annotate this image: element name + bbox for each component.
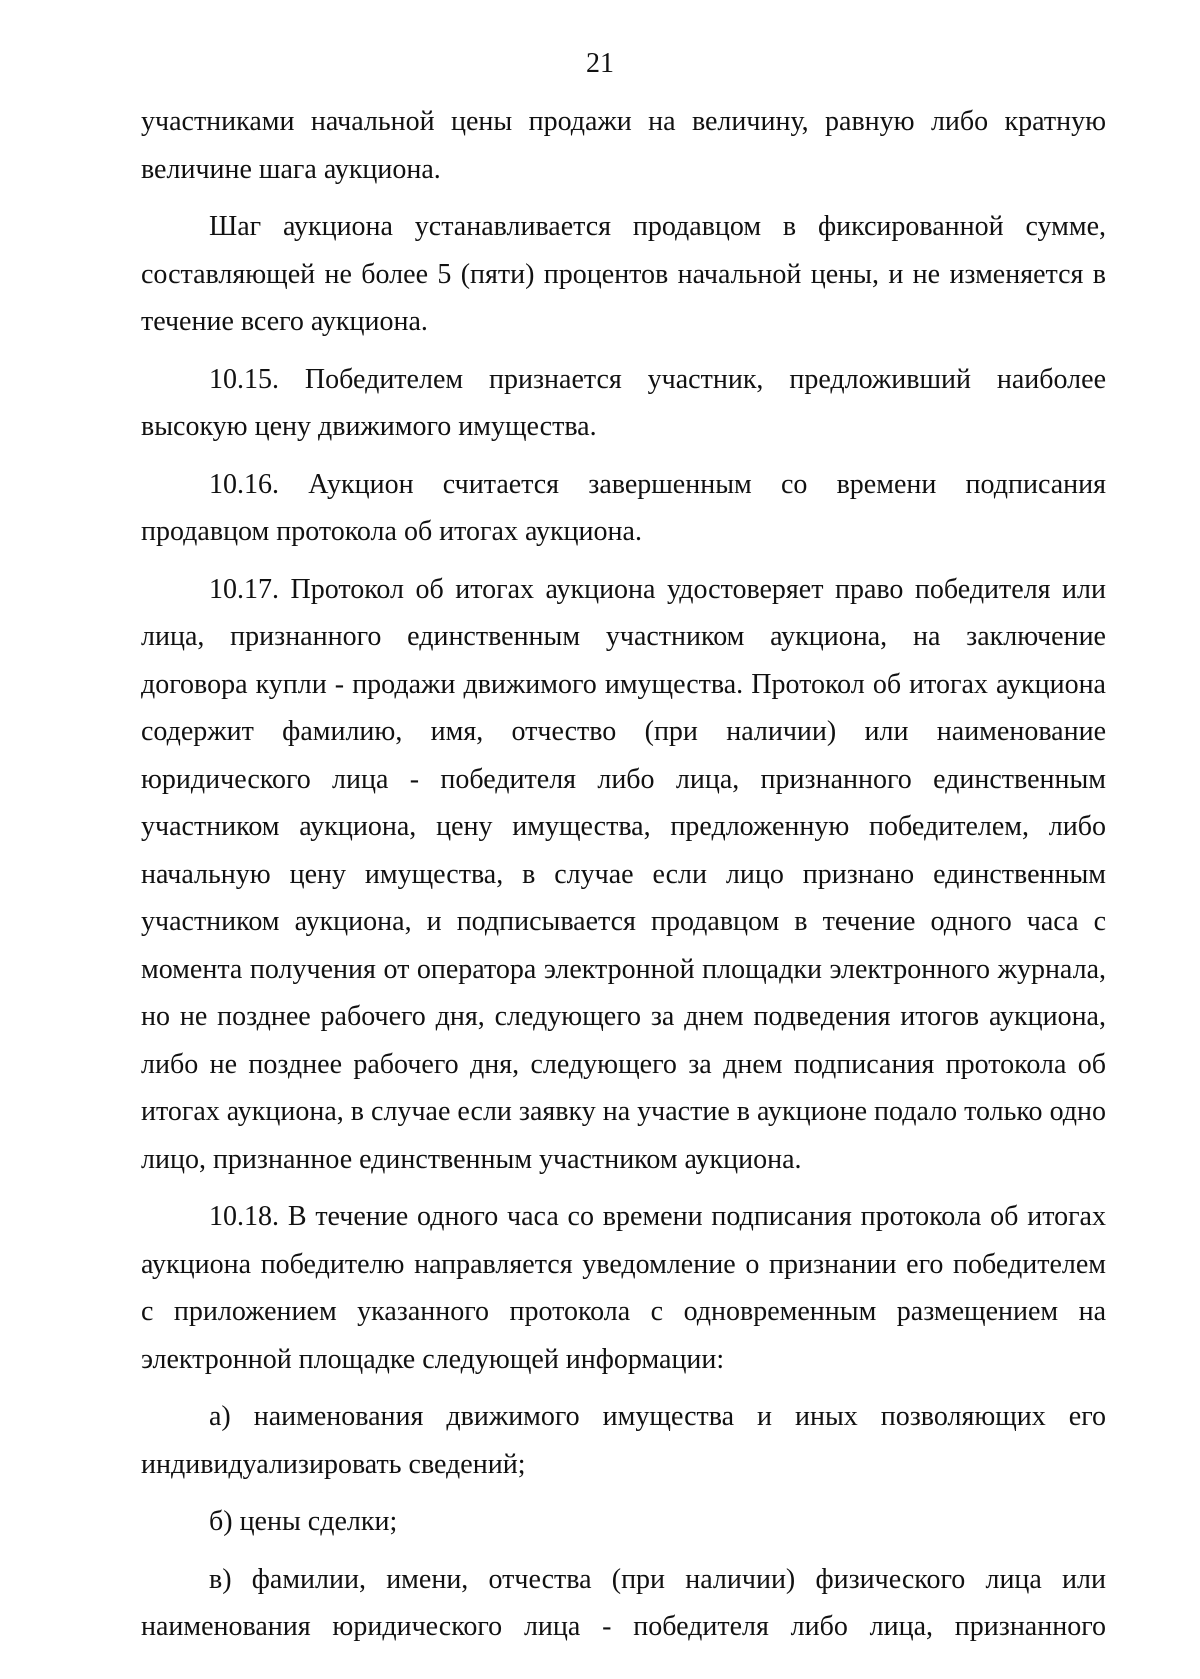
list-item-v: в) фамилии, имени, отчества (при наличии) физического лица или наименования юридического лица - победителя либо лица, признанного xyxy=(141,1563,1106,1642)
paragraph-10-16: 10.16. Аукцион считается завершенным со времени подписания продавцом протокола об итогах аукциона. xyxy=(141,468,1106,547)
list-item-a: а) наименования движимого имущества и иных позволяющих его индивидуализировать сведений; xyxy=(141,1401,1106,1480)
document-body xyxy=(141,98,1106,1651)
paragraph-10-15: 10.15. Победителем признается участник, предложивший наиболее высокую цену движимого имущества. xyxy=(141,363,1106,442)
page-number: 21 xyxy=(586,48,614,79)
paragraph-10-17: 10.17. Протокол об итогах аукциона удостоверяет право победителя или лица, признанного единственным участником аукциона, на заключение договора купли - продажи движимого имущества. Протокол об итогах аукциона содержит фамилию, имя, отчество (при наличии) или наименование юридического лица - победителя либо лица, признанного единственным участником аукциона, цену имущества, предложенную победителем, либо начальную цену имущества, в случае если лицо признано единственным участником аукциона, и подписывается продавцом в течение одного часа с момента получения от оператора электронной площадки электронного журнала, но не позднее рабочего дня, следующего за днем подведения итогов аукциона, либо не позднее рабочего дня, следующего за днем подписания протокола об итогах аукциона, в случае если заявку на участие в аукционе подало только одно лицо, признанное единственным участником аукциона. xyxy=(141,573,1106,1175)
list-item-b: б) цены сделки; xyxy=(209,1506,398,1537)
paragraph-10-18: 10.18. В течение одного часа со времени подписания протокола об итогах аукциона победителю направляется уведомление о признании его победителем с приложением указанного протокола с одновременным размещением на электронной площадке следующей информации: xyxy=(141,1201,1106,1375)
paragraph-continuation: участниками начальной цены продажи на величину, равную либо кратную величине шага аукциона. xyxy=(141,106,1106,185)
paragraph-auction-step: Шаг аукциона устанавливается продавцом в фиксированной сумме, составляющей не более 5 (пяти) процентов начальной цены, и не изменяется в течение всего аукциона. xyxy=(141,211,1106,337)
